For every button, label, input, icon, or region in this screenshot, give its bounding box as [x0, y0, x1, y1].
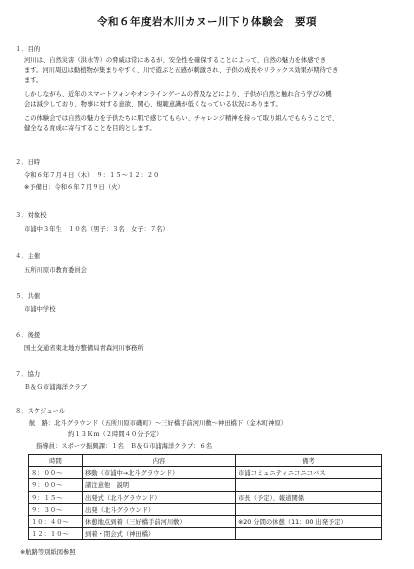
- row-note: [236, 528, 382, 540]
- table-row: [29, 503, 382, 515]
- row-content: 諸注意他 説明: [83, 479, 236, 491]
- table-row: [29, 467, 382, 479]
- co-host-text: 市浦中学校: [24, 306, 56, 313]
- row-note: 市浦コミュニティニコニコバス: [236, 467, 382, 479]
- target-text: 市浦中３年生 １０名（男子：３名 女子：７名）: [24, 226, 169, 233]
- table-row: [29, 479, 382, 491]
- row-content: 休憩地点到着（三好橋手前河川敷）: [83, 515, 236, 527]
- section-heading-schedule: ８．スケジュール: [15, 408, 65, 415]
- purpose-line-2: ます。河川周辺は動植物が集まりやすく、川で遊ぶと五感が刺激され、子供の成長やリラックス効果が期待でき: [24, 67, 339, 74]
- date-reserve: ※予備日：令和６年７月９日（火）: [24, 184, 124, 191]
- section-heading-support: ６．後援: [15, 332, 41, 339]
- table-row: [29, 491, 382, 503]
- row-content: 出発式（北斗グラウンド）: [83, 491, 236, 503]
- section-heading-co-host: ５．共催: [15, 293, 41, 300]
- schedule-footnote: ※航路等別紙図参照: [20, 549, 76, 556]
- schedule-instructors: 指導員：スポーツ振興課：１名 Ｂ＆Ｇ市浦海洋クラブ：６名: [36, 443, 213, 450]
- row-time: ９：３０～: [29, 503, 83, 515]
- column-header-time: 時間: [29, 455, 83, 467]
- organizer-text: 五所川原市教育委員会: [24, 267, 87, 274]
- purpose-line-1: 河川は、自然災害（洪水等）の脅威は常にあるが、安全性を確保することによって、自然の魅力を体感でき: [24, 57, 327, 64]
- row-time: ９：１５～: [29, 491, 83, 503]
- row-note: 市長（予定）、報道関係: [236, 491, 382, 503]
- row-note: [236, 479, 382, 491]
- row-note: [236, 503, 382, 515]
- section-heading-purpose: １．目的: [15, 46, 41, 53]
- schedule-table: [28, 454, 382, 540]
- cooperation-text: Ｂ＆Ｇ市浦海洋クラブ: [24, 384, 87, 391]
- purpose-line-6: この体験会では自然の魅力を子供たちに肌で感じてもらい、チャレンジ精神を持って取り組んでもらうことで、: [24, 115, 339, 122]
- page-title: 令和６年度岩木川カヌー川下り体験会 要項: [97, 16, 317, 28]
- row-time: ９：００～: [29, 479, 83, 491]
- purpose-line-5: 会は減少しており、物事に対する意欲、関心、規範意識が低くなっている状況にあります。: [24, 101, 282, 108]
- table-header-row: [29, 455, 382, 467]
- section-heading-target: ３．対象校: [15, 212, 47, 219]
- row-content: 移動（市浦中→北斗グラウンド）: [83, 467, 236, 479]
- row-time: １２：１０～: [29, 528, 83, 540]
- section-heading-organizer: ４．主催: [15, 253, 41, 260]
- support-text: 国土交通省東北地方整備局青森河川事務所: [24, 345, 144, 352]
- table-row: [29, 528, 382, 540]
- purpose-line-3: ます。: [24, 77, 43, 84]
- section-heading-date: ２．日時: [15, 159, 41, 166]
- column-header-content: 内容: [83, 455, 236, 467]
- row-time: １０：４０～: [29, 515, 83, 527]
- row-content: 出発（北斗グラウンド）: [83, 503, 236, 515]
- purpose-line-7: 健全なる育成に寄与することを目的とします。: [24, 125, 156, 132]
- table-row: [29, 515, 382, 527]
- section-heading-cooperation: ７．協力: [15, 371, 41, 378]
- date-main: 令和６年７月４日（木） ９：１５～１２：２０: [24, 172, 160, 179]
- schedule-route-distance: 約１３Ｋｍ（２時間４０分予定）: [68, 431, 163, 438]
- purpose-line-4: しかしながら、近年のスマートフォンやオンラインゲームの普及などにより、子供が自然と触れ合う学びの機: [24, 91, 332, 98]
- row-note: ※20 分間の休憩（11：00 出発予定）: [236, 515, 382, 527]
- row-content: 到着・閉会式（神田橋）: [83, 528, 236, 540]
- column-header-note: 備考: [236, 455, 382, 467]
- row-time: ８：００～: [29, 467, 83, 479]
- schedule-route: 航 路：北斗グラウンド（五所川原市磯町）～三好橋手前河川敷～神田橋下（金木町神原）: [29, 420, 288, 427]
